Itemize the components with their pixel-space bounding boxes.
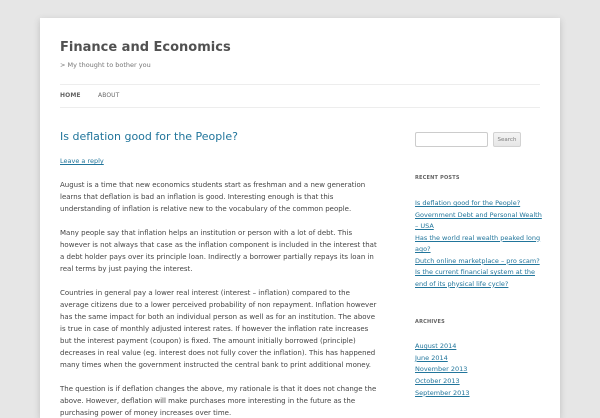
list-item bbox=[415, 341, 545, 353]
list-item bbox=[415, 256, 545, 268]
post-paragraph: The question is if deflation changes the above, my rationale is that it does not change the above. However, deflation will make purchases more interesting in the future as the purchasing power of money increases over time. bbox=[60, 385, 377, 417]
list-item bbox=[415, 233, 545, 256]
recent-post-link[interactable]: Is the current financial system at the end of its physical life cycle? bbox=[415, 268, 535, 288]
list-item bbox=[415, 267, 545, 290]
archives-list bbox=[415, 341, 545, 400]
site-description: > My thought to bother you bbox=[60, 61, 151, 69]
archive-link[interactable]: September 2013 bbox=[415, 388, 470, 397]
recent-post-link[interactable]: Has the world real wealth peaked long ago? bbox=[415, 233, 541, 253]
list-item bbox=[415, 210, 545, 233]
recent-post-link[interactable]: Is deflation good for the People? bbox=[415, 199, 521, 207]
list-item bbox=[415, 353, 545, 365]
list-item bbox=[415, 388, 545, 400]
post-paragraph: Countries in general pay a lower real interest (interest – inflation) compared to the average citizens due to a lower perceived probability of non repayment. Inflation however has the same impact for both an individual person as well as for an institution. The above is true in case of monthly adjusted interest rates. If however the inflation rate increases but the interest payment (coupon) is fixed. The amount initially borrowed (principle) decreases in real value (eg. interest does not fully cover the inflation). This has happened many times when the government instructed the central bank to print additional money. bbox=[60, 289, 377, 369]
search-input[interactable] bbox=[415, 132, 488, 147]
archive-link[interactable]: October 2013 bbox=[415, 377, 460, 386]
archive-link[interactable]: November 2013 bbox=[415, 365, 468, 374]
archives-heading: ARCHIVES bbox=[415, 319, 445, 325]
search-button[interactable]: Search bbox=[493, 132, 521, 147]
list-item bbox=[415, 376, 545, 388]
post-title[interactable]: Is deflation good for the People? bbox=[60, 130, 238, 143]
recent-posts-list bbox=[415, 198, 545, 290]
site-title[interactable]: Finance and Economics bbox=[60, 40, 231, 55]
post-content bbox=[60, 179, 378, 418]
list-item bbox=[415, 198, 545, 210]
leave-reply-link[interactable]: Leave a reply bbox=[60, 157, 104, 165]
recent-post-link[interactable]: Dutch online marketplace – pro scam? bbox=[415, 256, 540, 265]
main-navigation bbox=[60, 84, 540, 108]
recent-posts-heading: RECENT POSTS bbox=[415, 175, 460, 181]
archive-link[interactable]: August 2014 bbox=[415, 342, 457, 350]
archive-link[interactable]: June 2014 bbox=[415, 353, 448, 362]
recent-post-link[interactable]: Government Debt and Personal Wealth – USA bbox=[415, 210, 542, 230]
post-paragraph: Many people say that inflation helps an institution or person with a lot of debt. This however is not always that case as the inflation component is included in the interest that a debt holder pays over its principle loan. Indirectly a borrower partially repays its loan in real terms by just paying the interest. bbox=[60, 229, 377, 273]
nav-item-home[interactable]: HOME bbox=[60, 92, 81, 99]
nav-item-about[interactable]: ABOUT bbox=[98, 92, 120, 99]
list-item bbox=[415, 364, 545, 376]
post-paragraph: August is a time that new economics students start as freshman and a new generation learns that deflation is bad an inflation is good. Interesting enough is that this understanding of inflation is relative new to the vocabulary of the common people. bbox=[60, 181, 366, 213]
page-container bbox=[40, 18, 560, 418]
